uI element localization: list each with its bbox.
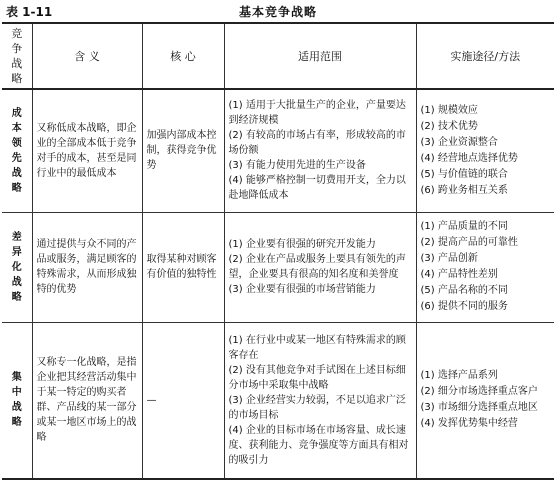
row-approach <box>416 322 554 479</box>
row-meaning: 又称专一化战略，是指企业把其经营活动集中于某一特定的购买者群、产品线的某一部分或某一地区市场上的战略 <box>32 322 142 479</box>
header-scope: 适用范围 <box>224 23 416 89</box>
strategy-table <box>2 22 554 480</box>
row-scope <box>224 89 416 212</box>
header-meaning: 含 义 <box>32 23 142 89</box>
approach-item: (4) 产品特性差别 <box>420 269 498 280</box>
table-number: 表 1-11 <box>6 5 53 19</box>
scope-item: (3) 企业经营实力较弱，不足以追求广泛的市场目标 <box>228 394 406 421</box>
header-approach: 实施途径/方法 <box>416 23 554 89</box>
scope-item: (2) 企业在产品或服务上要具有领先的声望，企业要具有很高的知名度和美誉度 <box>228 254 406 280</box>
approach-item: (2) 技术优势 <box>420 120 478 132</box>
approach-item: (3) 产品创新 <box>420 253 478 264</box>
row-core: — <box>142 322 224 479</box>
row-core: 取得某种对顾客有价值的独特性 <box>142 212 224 322</box>
header-type-line1: 竞争 <box>11 27 23 55</box>
approach-item: (5) 与价值链的联合 <box>420 168 508 180</box>
header-type <box>2 23 32 89</box>
row-scope <box>224 212 416 322</box>
row-scope <box>224 322 416 479</box>
table-row <box>2 212 554 322</box>
row-meaning: 又称低成本战略，即企业的全部成本低于竞争对手的成本，甚至是同行业中的最低成本 <box>32 89 142 212</box>
scope-item: (3) 有能力使用先进的生产设备 <box>228 160 366 172</box>
scope-item: (2) 有较高的市场占有率，形成较高的市场份额 <box>228 130 406 157</box>
row-meaning: 通过提供与众不同的产品或服务，满足顾客的特殊需求，从而形成独特的优势 <box>32 212 142 322</box>
scope-item: (4) 企业的目标市场在市场容量、成长速度、获利能力、竞争强度等方面具有相对的吸引力 <box>228 424 409 466</box>
approach-item: (1) 选择产品系列 <box>420 370 498 382</box>
approach-item: (1) 规模效应 <box>420 104 478 116</box>
table-header-row <box>2 23 554 89</box>
row-approach <box>416 212 554 322</box>
row-type: 集中战略 <box>2 322 32 479</box>
approach-item: (3) 市场细分选择重点地区 <box>420 402 538 414</box>
approach-item: (5) 产品名称的不同 <box>420 285 508 296</box>
approach-item: (4) 发挥优势集中经营 <box>420 418 518 430</box>
table-row <box>2 89 554 212</box>
approach-item: (1) 产品质量的不同 <box>420 221 508 232</box>
approach-item: (6) 跨业务相互关系 <box>420 184 508 196</box>
scope-item: (1) 在行业中或某一地区有特殊需求的顾客存在 <box>228 334 406 361</box>
approach-item: (2) 提高产品的可靠性 <box>420 237 518 248</box>
row-approach <box>416 89 554 212</box>
approach-item: (2) 细分市场选择重点客户 <box>420 386 538 398</box>
table-row <box>2 322 554 479</box>
approach-item: (3) 企业资源整合 <box>420 136 498 148</box>
approach-item: (6) 提供不同的服务 <box>420 301 508 312</box>
table-caption <box>2 1 554 21</box>
approach-item: (4) 经营地点选择优势 <box>420 152 518 164</box>
scope-item: (3) 企业要有很强的市场营销能力 <box>228 284 376 295</box>
scope-item: (4) 能够严格控制一切费用开支，全力以赴地降低成本 <box>228 175 406 202</box>
row-type: 成本领先战略 <box>2 89 32 212</box>
scope-item: (2) 没有其他竞争对手试图在上述目标细分市场中采取集中战略 <box>228 364 406 391</box>
row-core: 加强内部成本控制，获得竞争优势 <box>142 89 224 212</box>
header-type-line2: 战略 <box>11 57 23 85</box>
scope-item: (1) 企业要有很强的研究开发能力 <box>228 239 376 250</box>
row-type: 差异化战略 <box>2 212 32 322</box>
header-core: 核 心 <box>142 23 224 89</box>
table-title: 基本竞争战略 <box>238 5 317 19</box>
scope-item: (1) 适用于大批量生产的企业，产量要达到经济规模 <box>228 100 406 127</box>
